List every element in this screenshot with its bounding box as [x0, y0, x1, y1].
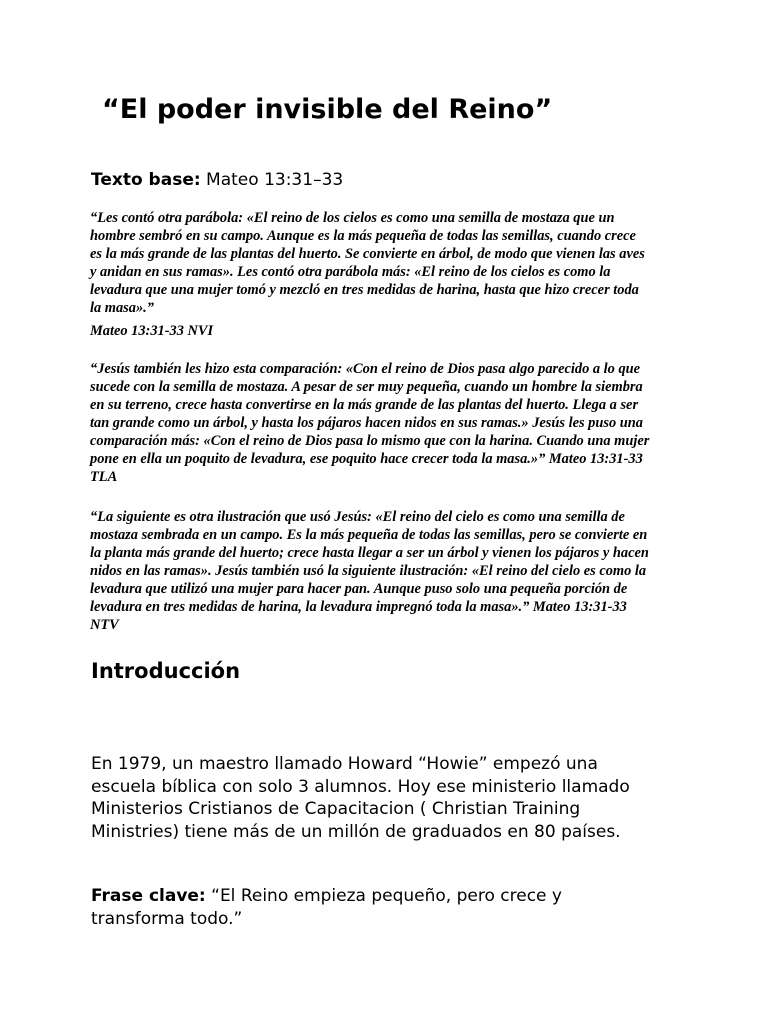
passage-line: TLA	[90, 469, 118, 485]
passage-line: levadura que una mujer tomó y mezcló en tres medidas de harina, hasta que hizo crecer toda	[90, 282, 639, 298]
passage-line: es la más grande de las plantas del huerto. Se convierte en árbol, de modo que vienen las aves	[90, 246, 645, 262]
passage-line: levadura en tres medidas de harina, la levadura impregnó toda la masa».” Mateo 13:31-33	[90, 599, 627, 615]
passage-line: sucede con la semilla de mostaza. A pesar de ser muy pequeña, cuando un hombre la siembra	[90, 379, 643, 395]
passage-line: mostaza sembrada en un campo. Es la más pequeña de todas las semillas, pero se convierte en	[90, 527, 648, 543]
passage-line: NTV	[90, 617, 119, 633]
passage-line: nidos en las ramas». Jesús también usó la siguiente ilustración: «El reino del cielo es como la	[90, 563, 647, 579]
passage-line: pone en ella un poquito de levadura, ese poquito hace crecer toda la masa.»” Mateo 13:31-33	[90, 451, 643, 467]
passage-nvi	[90, 209, 686, 317]
passage-reference-nvi: Mateo 13:31-33 NVI	[90, 323, 214, 339]
passage-line: y anidan en sus ramas». Les contó otra parábola más: «El reino de los cielos es como la	[90, 264, 611, 280]
intro-line: Ministerios Cristianos de Capacitacion ( Christian Training	[91, 799, 581, 819]
passage-tla	[90, 360, 686, 486]
frase-clave	[91, 885, 731, 930]
texto-base-value: Mateo 13:31–33	[200, 170, 344, 190]
passage-line: en su terreno, crece hasta convertirse en la más grande de las plantas del huerto. Llega a ser	[90, 397, 639, 413]
page-title: “El poder invisible del Reino”	[102, 94, 553, 125]
passage-line: “Jesús también les hizo esta comparación: «Con el reino de Dios pasa algo parecido a lo que	[90, 361, 641, 377]
frase-clave-line-2: transforma todo.”	[91, 908, 243, 929]
texto-base	[91, 168, 343, 192]
intro-line: Ministries) tiene más de un millón de graduados en 80 países.	[91, 821, 621, 842]
passage-line: “La siguiente es otra ilustración que usó Jesús: «El reino del cielo es como una semilla de	[90, 509, 625, 525]
frase-clave-text: “El Reino empieza pequeño, pero crece y	[205, 886, 562, 906]
passage-line: comparación más: «Con el reino de Dios pasa lo mismo que con la harina. Cuando una mujer	[90, 433, 650, 449]
passage-line: tan grande como un árbol, y hasta los pájaros hacen nidos en sus ramas.» Jesús les puso una	[90, 415, 643, 431]
texto-base-label: Texto base:	[91, 170, 201, 190]
frase-clave-line-1	[91, 885, 731, 908]
frase-clave-label: Frase clave:	[91, 886, 206, 906]
passage-line: “Les contó otra parábola: «El reino de los cielos es como una semilla de mostaza que un	[90, 210, 615, 226]
intro-line: En 1979, un maestro llamado Howard “Howie” empezó una	[91, 754, 598, 774]
intro-heading: Introducción	[91, 659, 241, 683]
passage-line: la planta más grande del huerto; crece hasta llegar a ser un árbol y vienen los pájaros y hacen	[90, 545, 649, 561]
intro-line: escuela bíblica con solo 3 alumnos. Hoy ese ministerio llamado	[91, 776, 630, 797]
passage-line: hombre sembró en su campo. Aunque es la más pequeña de todas las semillas, cuando crece	[90, 228, 636, 244]
passage-line: levadura que utilizó una mujer para hacer pan. Aunque puso solo una pequeña porción de	[90, 581, 628, 597]
passage-ntv	[90, 508, 686, 634]
passage-line: la masa».”	[90, 300, 154, 316]
intro-paragraph	[91, 753, 731, 843]
